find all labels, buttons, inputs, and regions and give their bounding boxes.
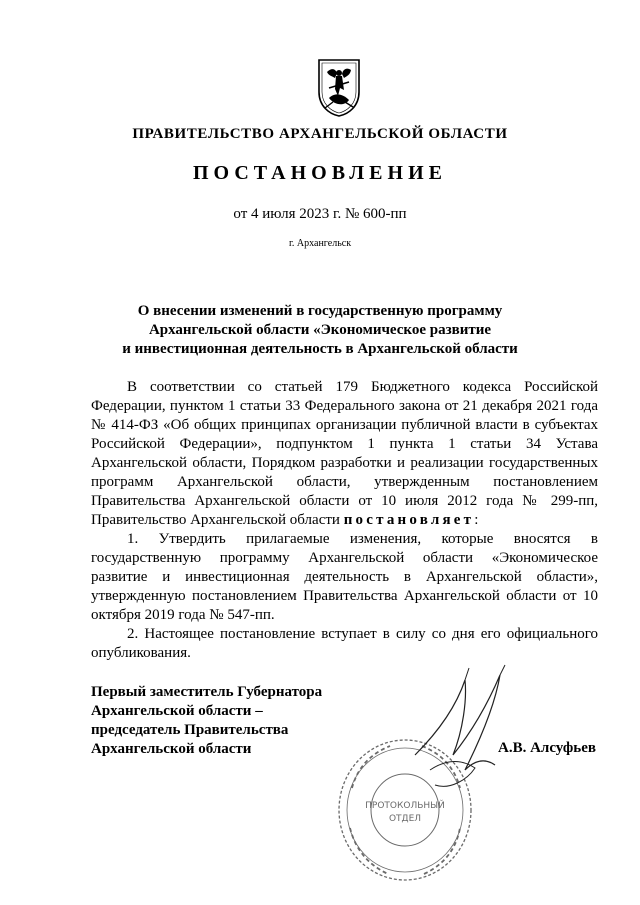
decree-subject [0,302,640,359]
decrees-colon: : [474,512,479,528]
coat-of-arms-icon [315,58,363,118]
signer-name: А.В. Алсуфьев [498,740,596,756]
subject-line: О внесении изменений в государственную программу [137,303,503,319]
signer-position [91,683,322,759]
body-intro-paragraph [91,378,598,530]
decree-item-2: 2. Настоящее постановление вступает в силу со дня его официального опубликования. [91,626,598,661]
government-name: ПРАВИТЕЛЬСТВО АРХАНГЕЛЬСКОЙ ОБЛАСТИ [132,126,508,142]
decrees-word: постановляет [343,512,475,528]
signer-position-line: председатель Правительства [91,722,289,738]
intro-text: В соответствии со статьей 179 Бюджетного кодекса Российской Федерации, пунктом 1 статьи 33 Федерального закона от 21 декабря 2021 года № 414-ФЗ «Об общих принципах организации публичной власти в субъектах Российской Федерации», подпунктом 1 пункта 1 статьи 34 Устава Архангельской области, Порядком разработки и реализации государственных программ Архангельской области, утвержденным постановлением Правительства Архангельской области от 10 июля 2012 года № 299-пп, Правительство Архангельской области [91,379,598,528]
signer-position-line: Архангельской области [91,741,252,757]
handwritten-signature [405,660,520,810]
city-name: г. Архангельск [288,238,352,249]
decree-date-number: от 4 июля 2023 г. № 600-пп [233,206,407,222]
stamp-text-line1: ПРОТОКОЛЬНЫЙ [365,801,445,811]
decree-body [91,378,598,663]
document-type-title: ПОСТАНОВЛЕНИЕ [193,162,447,184]
stamp-text-line2: ОТДЕЛ [388,814,422,824]
signer-position-line: Первый заместитель Губернатора [91,684,323,700]
subject-line: Архангельской области «Экономическое развитие [148,322,492,338]
decree-item-1: 1. Утвердить прилагаемые изменения, которые вносятся в государственную программу Архангельской области «Экономическое развитие и инвестиционная деятельность в Архангельской области», утвержденную постановлением Правительства Архангельской области от 10 октября 2019 года № 547-пп. [91,531,598,623]
signer-position-line: Архангельской области – [91,703,263,719]
subject-line: и инвестиционная деятельность в Архангельской области [122,341,518,357]
